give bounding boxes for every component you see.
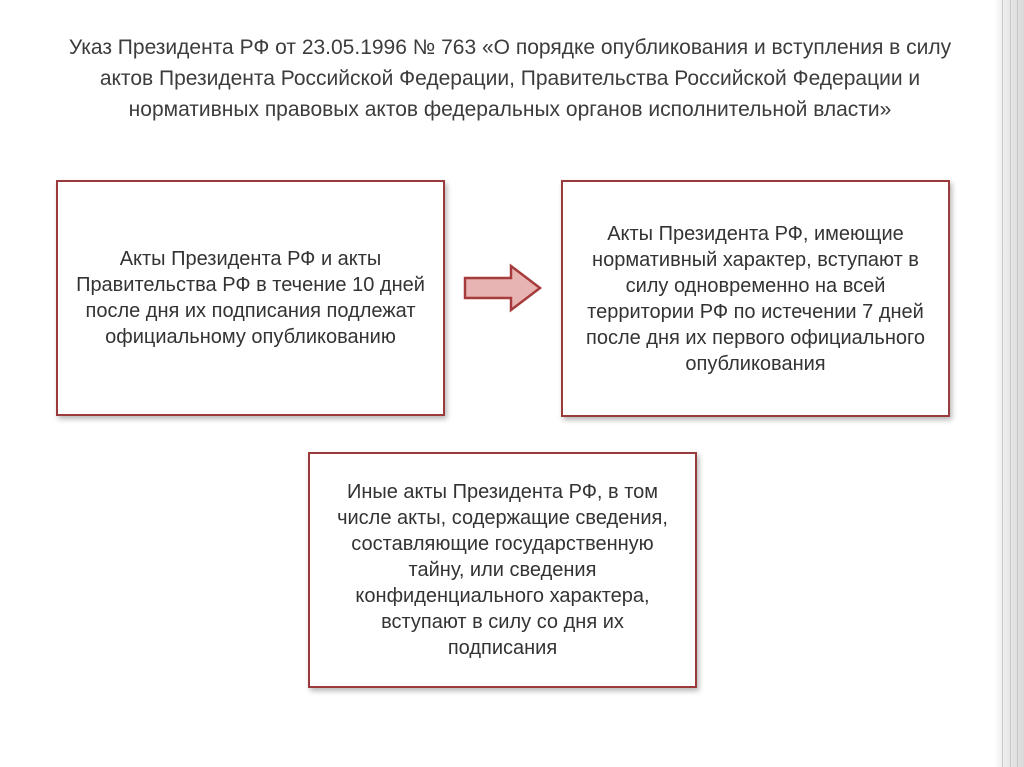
arrow-right-icon (463, 263, 543, 313)
box-normative-acts-entry-into-force (561, 180, 950, 417)
page-edge-shadow (994, 0, 1024, 767)
box-normative-acts-text: Акты Президента РФ, имеющие нормативный характер, вступают в силу одновременно на всей территории РФ по истечении 7 дней после дня их первого официального опубликования (585, 222, 925, 375)
box-publication-deadline-text: Акты Президента РФ и акты Правительства РФ в течение 10 дней после дня их подписания подлежат официальному опубликованию (76, 248, 425, 348)
box-publication-deadline (56, 180, 445, 416)
slide-title: Указ Президента РФ от 23.05.1996 № 763 «О порядке опубликования и вступления в силу актов Президента Российской Федерации, Правительства Российской Федерации и нормативных правовых актов федеральных органов исполнительной власти» (68, 36, 952, 121)
box-other-acts-text: Иные акты Президента РФ, в том числе акты, содержащие сведения, составляющие государственную тайну, или сведения конфиденциального характера, вступают в силу со дня их подписания (337, 481, 668, 659)
box-other-acts-entry-into-force (308, 452, 697, 688)
